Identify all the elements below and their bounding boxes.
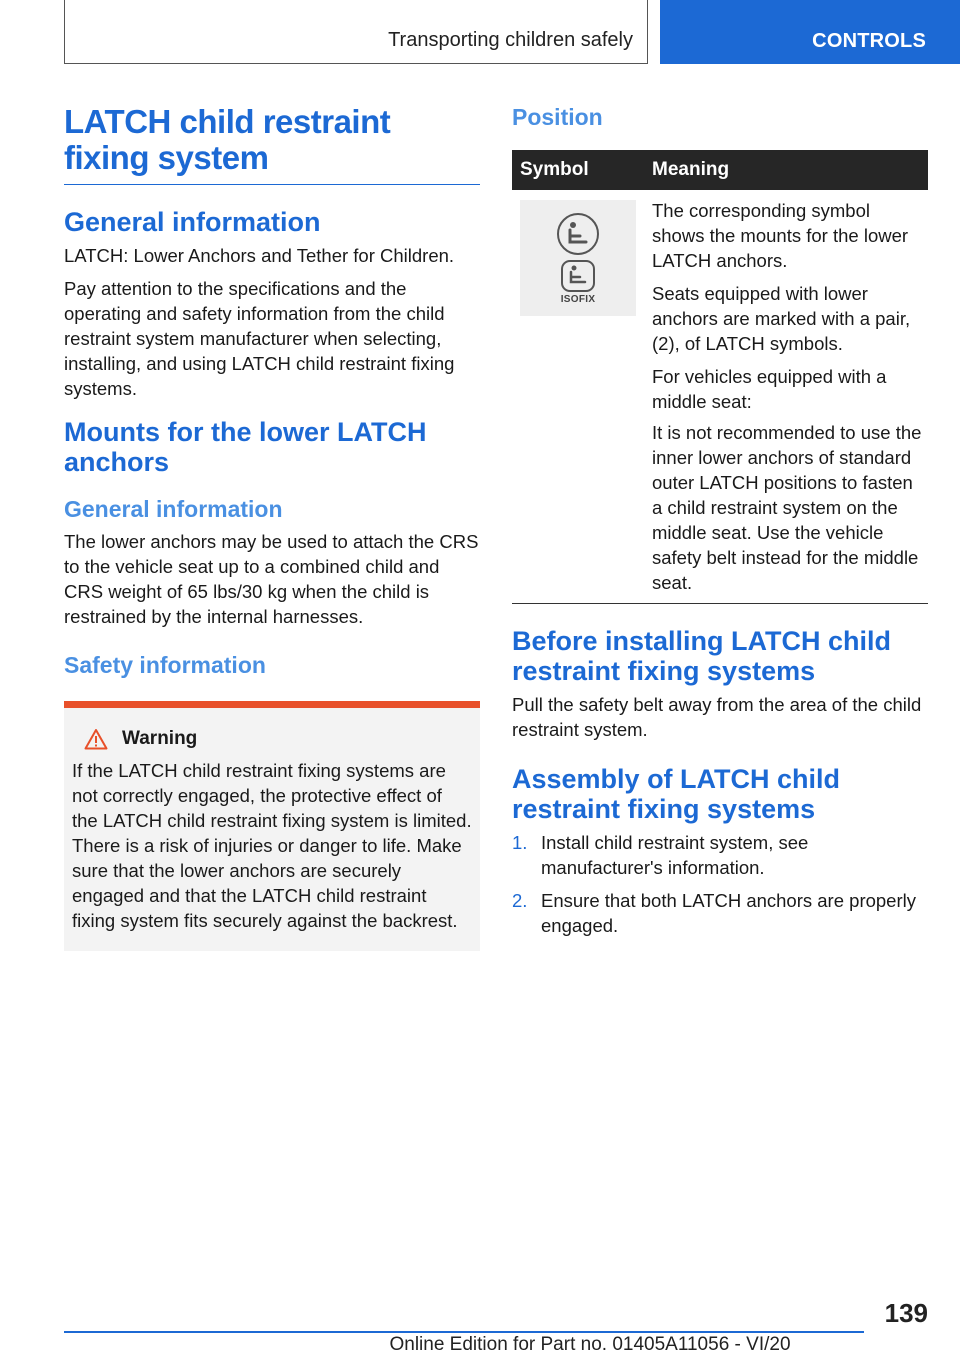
step-number: 1. [512, 832, 528, 853]
step-text: Install child restraint system, see manufacturer's information. [541, 832, 809, 878]
page-title: LATCH child restraint fixing system [64, 104, 480, 185]
assembly-heading: Assembly of LATCH child restraint fixing systems [512, 764, 841, 824]
latch-symbol [520, 200, 636, 316]
warning-label: Warning [122, 728, 198, 749]
safety-heading: Safety information [64, 652, 266, 678]
warning-text: If the LATCH child restraint fixing systems are not correctly engaged, the protective effect of the LATCH child restraint fixing system is limited. There is a risk of injuries or danger to life. Make sure that the lower anchors are securely engaged and that the LATCH child restraint fixing system fits securely against the backrest. [72, 760, 472, 931]
warning-triangle-icon [84, 728, 108, 750]
isofix-label: ISOFIX [560, 294, 596, 305]
general-paragraph-1: LATCH: Lower Anchors and Tether for Children. [64, 245, 455, 266]
step-number: 2. [512, 890, 528, 911]
right-column [512, 100, 928, 946]
header-chapter-title: CONTROLS [812, 30, 926, 52]
footer-rule [64, 1331, 864, 1333]
mounts-general-heading: General information [64, 496, 283, 522]
header-section [64, 0, 648, 64]
table-header-row [512, 150, 928, 190]
page-number: 139 [884, 1298, 928, 1328]
header-chapter [660, 0, 960, 64]
table-row [512, 190, 928, 604]
step-text: Ensure that both LATCH anchors are properly engaged. [541, 890, 916, 936]
list-item [512, 830, 928, 880]
left-column [64, 100, 480, 951]
warning-box [64, 708, 480, 951]
meaning-paragraph-4: It is not recommended to use the inner lower anchors of standard outer LATCH positions to fasten a child restraint system on the middle seat. Use the vehicle safety belt instead for the middle seat. [652, 422, 922, 593]
assembly-steps [512, 830, 928, 938]
meaning-paragraph-3: For vehicles equipped with a middle seat: [652, 366, 887, 412]
before-installing-paragraph: Pull the safety belt away from the area of the child restraint system. [512, 694, 922, 740]
meaning-column-header: Meaning [644, 150, 928, 190]
position-heading: Position [512, 104, 603, 130]
general-paragraph-2: Pay attention to the specifications and the operating and safety information from the child restraint system manufacturer when selecting, installing, and using LATCH child restraint fixing systems. [64, 278, 455, 399]
list-item [512, 888, 928, 938]
mounts-heading: Mounts for the lower LATCH anchors [64, 417, 427, 477]
meaning-paragraph-1: The corresponding symbol shows the mounts for the lower LATCH anchors. [652, 200, 909, 271]
header-section-title: Transporting children safely [388, 29, 633, 51]
warning-rule [64, 701, 480, 708]
before-installing-heading: Before installing LATCH child restraint fixing systems [512, 626, 892, 686]
meaning-paragraph-2: Seats equipped with lower anchors are marked with a pair, (2), of LATCH symbols. [652, 283, 911, 354]
symbol-column-header: Symbol [512, 150, 644, 190]
general-information-heading: General information [64, 207, 321, 237]
symbol-table [512, 150, 928, 604]
footer-edition: Online Edition for Part no. 01405A11056 - VI/20 [389, 1334, 791, 1355]
mounts-general-paragraph: The lower anchors may be used to attach the CRS to the vehicle seat up to a combined child and CRS weight of 65 lbs/30 kg when the child is restrained by the internal harnesses. [64, 531, 479, 627]
warning-header [84, 728, 472, 750]
